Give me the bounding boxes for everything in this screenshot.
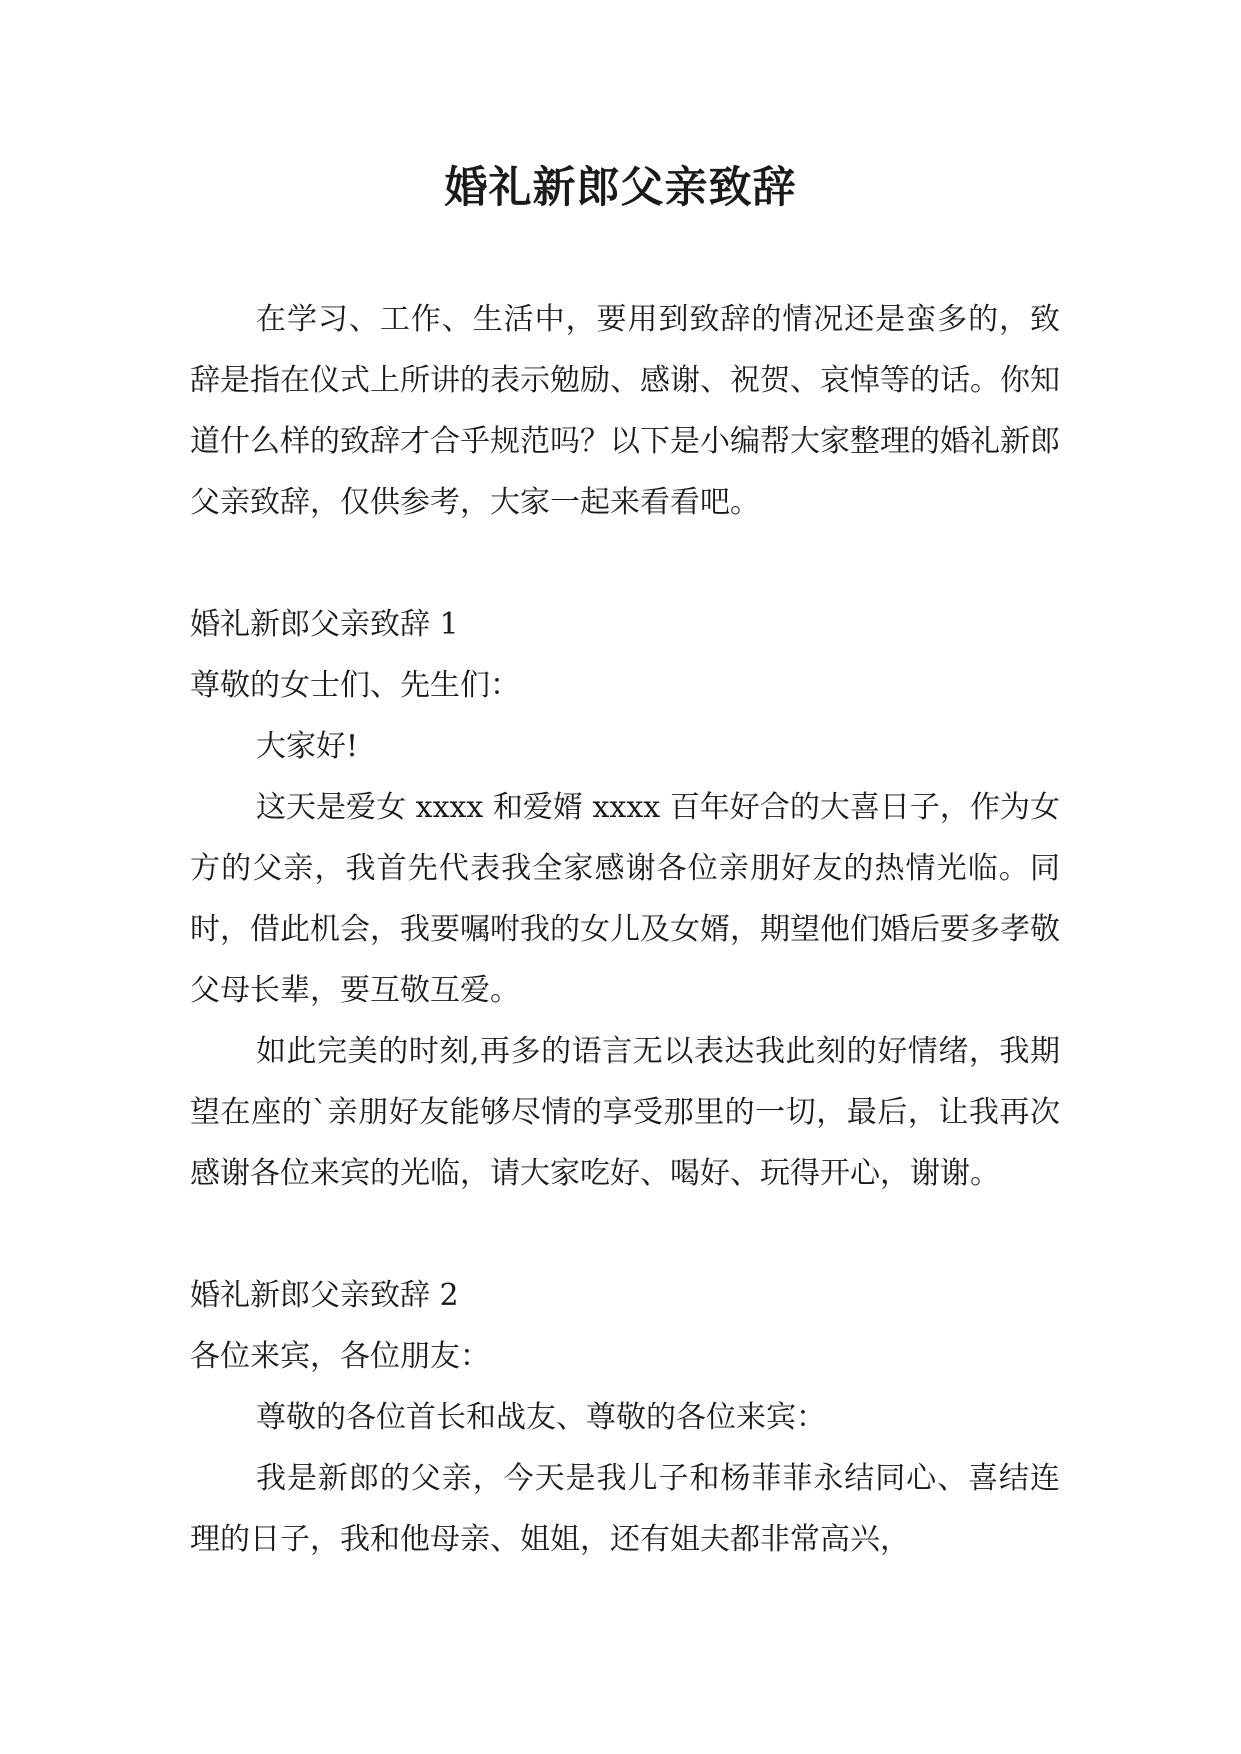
- section-heading: 婚礼新郎父亲致辞 1: [190, 607, 459, 642]
- section-spacer: [190, 533, 1060, 594]
- body-paragraph: 如此完美的时刻,再多的语言无以表达我此刻的好情绪，我期望在座的`亲朋好友能够尽情的享受那里的一切，最后，让我再次感谢各位来宾的光临，请大家吃好、喝好、玩得开心，谢谢。: [190, 1034, 1060, 1191]
- body-paragraph: 大家好!: [256, 729, 359, 764]
- body-paragraph: 尊敬的各位首长和战友、尊敬的各位来宾：: [256, 1400, 826, 1435]
- document-body: [190, 289, 1060, 1570]
- intro-paragraph: 在学习、工作、生活中，要用到致辞的情况还是蛮多的，致辞是指在仪式上所讲的表示勉励、感谢、祝贺、哀悼等的话。你知道什么样的致辞才合乎规范吗？以下是小编帮大家整理的婚礼新郎父亲致辞，仅供参考，大家一起来看看吧。: [190, 302, 1060, 520]
- salutation: 各位来宾，各位朋友：: [190, 1339, 490, 1374]
- salutation: 尊敬的女士们、先生们：: [190, 668, 520, 703]
- document-title: 婚礼新郎父亲致辞: [444, 163, 797, 213]
- section-spacer: [190, 1204, 1060, 1265]
- body-paragraph: 我是新郎的父亲，今天是我儿子和杨菲菲永结同心、喜结连理的日子，我和他母亲、姐姐，还有姐夫都非常高兴，: [190, 1461, 1060, 1557]
- body-paragraph: 这天是爱女 xxxx 和爱婿 xxxx 百年好合的大喜日子，作为女方的父亲，我首先代表我全家感谢各位亲朋好友的热情光临。同时，借此机会，我要嘱咐我的女儿及女婿，期望他们婚后要多孝敬父母长辈，要互敬互爱。: [190, 790, 1060, 1008]
- section-heading: 婚礼新郎父亲致辞 2: [190, 1278, 459, 1313]
